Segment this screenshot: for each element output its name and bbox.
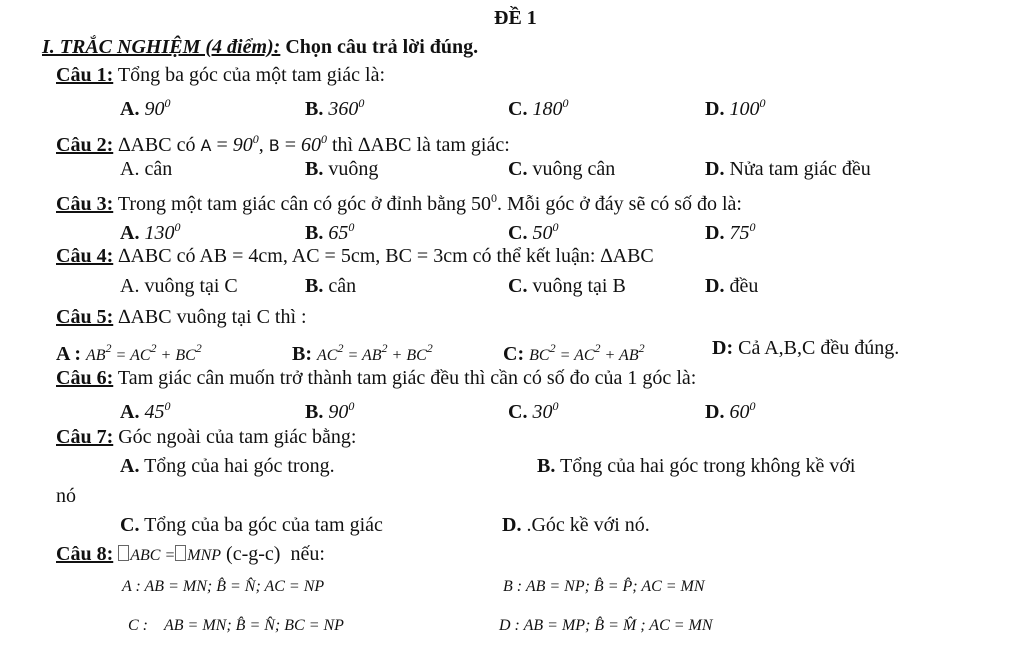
question-label: Câu 5:	[56, 306, 114, 328]
option-value: Tổng của hai góc trong.	[144, 455, 335, 477]
exponent: 2	[150, 341, 157, 355]
q3-option-c	[508, 215, 558, 245]
question-tail: . Mỗi góc ở đáy sẽ có số đo là:	[496, 193, 742, 215]
option-letter: B.	[305, 158, 324, 180]
option-letter: D.	[705, 222, 725, 244]
word-neu: nếu:	[290, 543, 325, 565]
question-8	[56, 542, 325, 568]
angle-a: A	[200, 136, 212, 155]
q2-option-d	[705, 157, 871, 181]
option-letter: D.	[502, 514, 522, 536]
option-letter: A.	[120, 455, 140, 477]
question-2: Câu 2: ∆ABC có $A = 90^0$, $B = 60^0$ thì ∆ABC là tam giác:	[56, 132, 510, 156]
degree-mark: 0	[252, 132, 259, 146]
option-letter: C:	[503, 343, 525, 365]
question-label: Câu 6:	[56, 367, 114, 389]
option-letter: A.	[120, 98, 140, 120]
word-co: có	[176, 134, 196, 156]
option-text: A : AB = MN; B̂ = N̂; AC = NP	[122, 578, 325, 595]
question-text: ∆ABC vuông tại C thì :	[118, 306, 307, 328]
exponent: 2	[381, 341, 388, 355]
triangle-box-icon	[175, 545, 186, 561]
option-text: D : AB = MP; B̂ = M̂ ; AC = MN	[499, 617, 713, 634]
exponent: 2	[549, 341, 556, 355]
option-letter: D.	[705, 158, 725, 180]
option-letter: C.	[120, 514, 140, 536]
option-letter: B.	[305, 98, 324, 120]
degree-mark: 0	[320, 132, 327, 146]
option-text: A. vuông tại C	[120, 275, 238, 297]
q7-option-b	[537, 454, 856, 478]
q1-option-d	[705, 91, 765, 121]
option-value: 360	[328, 98, 359, 120]
term: BC	[529, 347, 550, 364]
question-text: ∆ABC có AB = 4cm, AC = 5cm, BC = 3cm có thể kết luận: ∆ABC	[118, 245, 654, 267]
q5-option-a	[56, 336, 202, 368]
option-value: Tổng của hai góc trong không kề với	[559, 455, 856, 477]
option-letter: D.	[705, 98, 725, 120]
q6-option-d	[705, 394, 755, 424]
degree-mark: 0	[164, 96, 171, 110]
option-value: 60	[729, 401, 750, 423]
triangle-box-icon	[118, 545, 129, 561]
exponent: 2	[426, 341, 433, 355]
term: AC	[317, 347, 338, 364]
op: =	[559, 347, 571, 364]
option-value: vuông tại B	[532, 275, 626, 297]
op: =	[115, 347, 127, 364]
question-6	[56, 366, 696, 390]
option-value: Tổng của ba góc của tam giác	[144, 514, 383, 536]
question-label: Câu 2:	[56, 134, 114, 156]
option-value: đều	[729, 275, 759, 297]
question-text: Tam giác cân muốn trở thành tam giác đều thì cần có số đo của 1 góc là:	[117, 367, 697, 389]
degree-mark: 0	[552, 399, 559, 413]
option-letter: B:	[292, 343, 312, 365]
op: +	[604, 347, 616, 364]
option-value: vuông	[328, 158, 379, 180]
option-value: cân	[328, 275, 357, 297]
q5-option-c	[503, 336, 645, 368]
section-header	[42, 35, 478, 59]
option-letter: C.	[508, 222, 528, 244]
formula	[86, 341, 202, 364]
option-letter: C.	[508, 401, 528, 423]
option-value: 130	[144, 222, 175, 244]
exponent: 2	[337, 341, 344, 355]
option-text: A. cân	[120, 158, 173, 180]
op: +	[160, 347, 172, 364]
option-letter: D.	[705, 401, 725, 423]
q2-option-a	[120, 157, 172, 181]
q8-option-b	[503, 575, 705, 599]
q6-option-a	[120, 394, 170, 424]
question-text: Trong một tam giác cân có góc ở đỉnh bằng 50	[117, 193, 491, 215]
degree-mark: 0	[749, 220, 756, 234]
triangle: ∆ABC	[118, 134, 172, 156]
q4-option-b	[305, 274, 356, 298]
option-letter: C :	[128, 617, 148, 634]
q2-option-b	[305, 157, 378, 181]
degree-mark: 0	[174, 220, 181, 234]
option-letter: A.	[120, 222, 140, 244]
op: =	[347, 347, 359, 364]
triangle-abc: ABC =	[130, 547, 176, 564]
degree-mark: 0	[759, 96, 766, 110]
option-letter: B.	[305, 401, 324, 423]
triangle-mnp: MNP	[187, 547, 222, 564]
q4-option-a	[120, 274, 238, 298]
option-value-cont: nó	[56, 485, 76, 507]
q2-option-c	[508, 157, 615, 181]
option-letter: C.	[508, 98, 528, 120]
question-4	[56, 244, 654, 268]
q3-option-b	[305, 215, 354, 245]
degree-mark: 0	[552, 220, 559, 234]
op: +	[391, 347, 403, 364]
exponent: 2	[594, 341, 601, 355]
term: AC	[130, 347, 151, 364]
q8-option-a	[122, 575, 324, 599]
q6-option-b	[305, 394, 354, 424]
q1-option-c	[508, 91, 568, 121]
degree-mark: 0	[490, 191, 497, 205]
option-value: Cả A,B,C đều đúng.	[738, 337, 900, 359]
q3-option-a	[120, 215, 180, 245]
option-value: 30	[532, 401, 553, 423]
term: BC	[406, 347, 427, 364]
option-value: 90	[328, 401, 349, 423]
formula	[529, 341, 645, 364]
q7-option-d	[502, 513, 650, 537]
option-value: vuông cân	[532, 158, 616, 180]
option-letter: C.	[508, 158, 528, 180]
option-letter: D.	[705, 275, 725, 297]
term: AB	[361, 347, 382, 364]
q4-option-d	[705, 274, 758, 298]
option-text: B : AB = NP; B̂ = P̂; AC = MN	[503, 578, 705, 595]
q7-option-c	[120, 513, 383, 537]
term: BC	[175, 347, 196, 364]
equals: =	[284, 134, 296, 156]
question-tail: là tam giác:	[416, 134, 510, 156]
question-1	[56, 63, 385, 87]
exponent: 2	[195, 341, 202, 355]
question-text: Góc ngoài của tam giác bằng:	[118, 426, 357, 448]
value-60: 60	[300, 134, 321, 156]
option-value: 180	[532, 98, 563, 120]
question-3	[56, 186, 742, 216]
q3-option-d	[705, 215, 755, 245]
option-letter: B.	[537, 455, 556, 477]
q1-option-a	[120, 91, 170, 121]
question-label: Câu 1:	[56, 64, 114, 86]
degree-mark: 0	[348, 399, 355, 413]
option-value: 75	[729, 222, 750, 244]
q6-option-c	[508, 394, 558, 424]
term: AB	[619, 347, 639, 364]
degree-mark: 0	[164, 399, 171, 413]
option-value: AB = MN; B̂ = N̂; BC = NP	[164, 617, 344, 634]
option-letter: B.	[305, 275, 324, 297]
formula	[317, 341, 433, 364]
term: AB	[86, 347, 106, 364]
q4-option-c	[508, 274, 626, 298]
exponent: 2	[638, 341, 645, 355]
question-5	[56, 305, 307, 329]
option-letter: D:	[712, 337, 734, 359]
q5-option-d	[712, 336, 899, 360]
case-cgc: (c-g-c)	[226, 543, 281, 565]
page-title: ĐỀ 1	[494, 7, 537, 29]
option-value: 100	[729, 98, 760, 120]
option-letter: A :	[56, 343, 81, 365]
triangle-2: ∆ABC	[358, 134, 412, 156]
option-value: 45	[144, 401, 165, 423]
angle-b: B	[268, 136, 280, 155]
q7-option-b-continued	[56, 484, 76, 508]
degree-mark: 0	[562, 96, 569, 110]
q1-option-b	[305, 91, 364, 121]
question-text: Tổng ba góc của một tam giác là:	[117, 64, 386, 86]
option-letter: B.	[305, 222, 324, 244]
option-letter: A.	[120, 401, 140, 423]
question-label: Câu 7:	[56, 426, 114, 448]
question-label: Câu 3:	[56, 193, 114, 215]
degree-mark: 0	[358, 96, 365, 110]
section-instruction: Chọn câu trả lời đúng.	[285, 36, 479, 58]
section-label: I. TRẮC NGHIỆM (4 điểm):	[42, 36, 281, 58]
q5-option-b	[292, 336, 433, 368]
question-label: Câu 4:	[56, 245, 114, 267]
exponent: 2	[105, 341, 112, 355]
option-value: 90	[144, 98, 165, 120]
degree-mark: 0	[348, 220, 355, 234]
equals: =	[216, 134, 228, 156]
question-label: Câu 8:	[56, 543, 114, 565]
q7-option-a	[120, 454, 335, 478]
value-90: 90	[232, 134, 253, 156]
q8-option-d	[499, 614, 713, 638]
option-value: Nửa tam giác đều	[729, 158, 871, 180]
degree-mark: 0	[749, 399, 756, 413]
option-value: .Góc kề với nó.	[526, 514, 650, 536]
question-7	[56, 425, 356, 449]
term: AC	[574, 347, 595, 364]
q8-option-c	[128, 614, 344, 638]
option-letter: C.	[508, 275, 528, 297]
option-value: 65	[328, 222, 349, 244]
option-value: 50	[532, 222, 553, 244]
word-thi: thì	[331, 134, 354, 156]
